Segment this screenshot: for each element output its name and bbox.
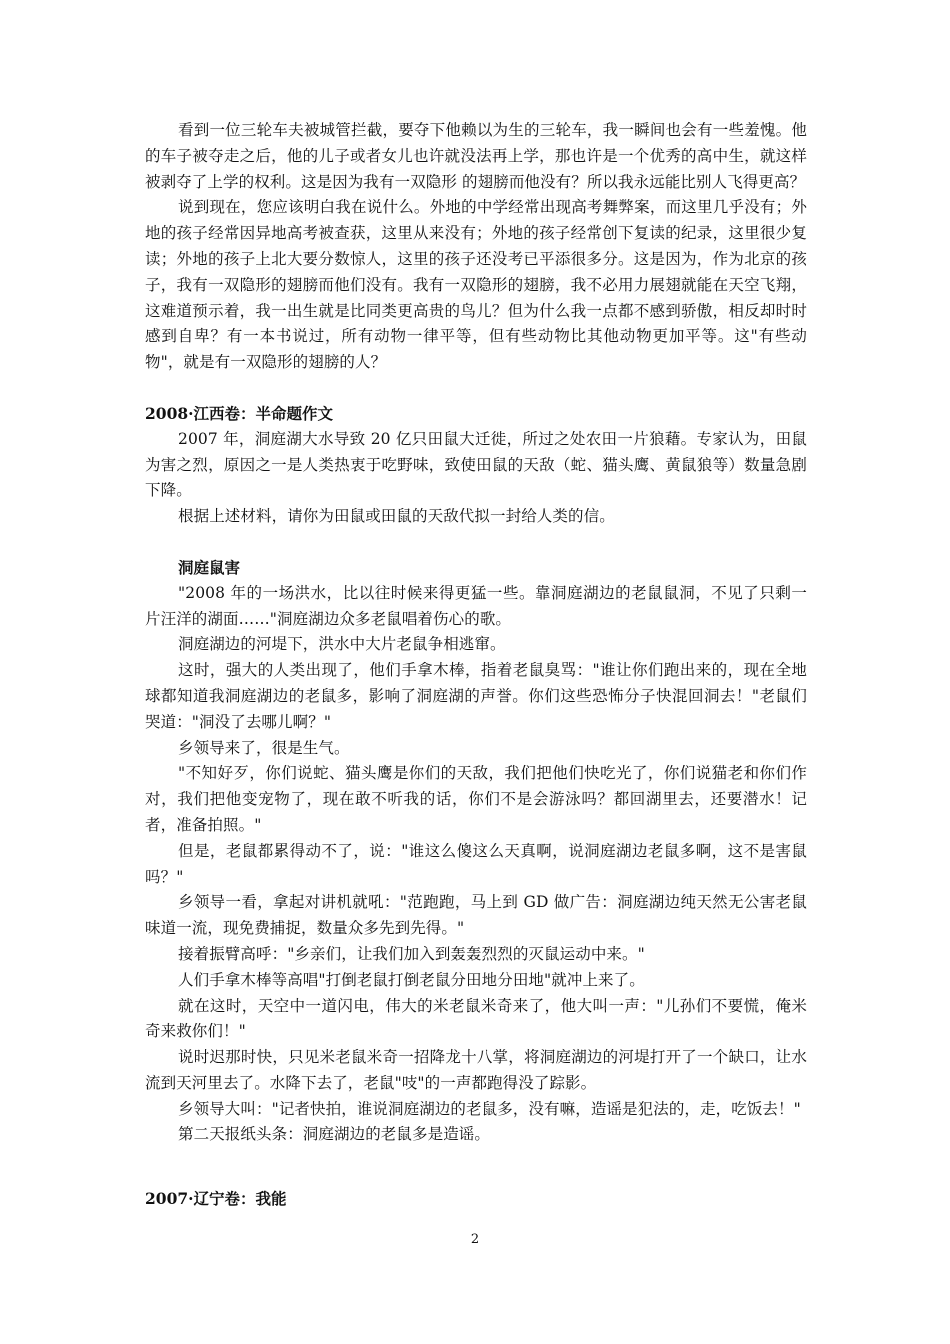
essay-paragraph: "不知好歹，你们说蛇、猫头鹰是你们的天敌，我们把他们快吃光了，你们说猫老和你们作对，我们把他变宠物了，现在敢不听我的话，你们不是会游泳吗？都回湖里去，还要潜水！记者，准备拍照。": [145, 764, 807, 834]
essay-paragraph: 这时，强大的人类出现了，他们手拿木棒，指着老鼠臭骂："谁让你们跑出来的，现在全地球都知道我洞庭湖边的老鼠多，影响了洞庭湖的声誉。你们这些恐怖分子快混回洞去！"老鼠们哭道："洞没了去哪儿啊？": [145, 661, 807, 731]
essay-title: 洞庭鼠害: [178, 557, 241, 577]
essay-paragraph: 说时迟那时快，只见米老鼠米奇一招降龙十八掌，将洞庭湖边的河堤打开了一个缺口，让水流到天河里去了。水降下去了，老鼠"吱"的一声都跑得没了踪影。: [145, 1048, 807, 1092]
essay-paragraph: 第二天报纸头条：洞庭湖边的老鼠多是造谣。: [178, 1125, 491, 1144]
essay-paragraph: 接着振臂高呼："乡亲们，让我们加入到轰轰烈烈的灭鼠运动中来。": [178, 944, 645, 963]
essay-paragraph: 但是，老鼠都累得动不了，说："谁这么傻这么天真啊，说洞庭湖边老鼠多啊，这不是害鼠吗？": [145, 841, 807, 886]
essay-paragraph: "2008 年的一场洪水，比以往时候来得更猛一些。靠洞庭湖边的老鼠鼠洞，不见了只剩一片汪洋的湖面……"洞庭湖边众多老鼠唱着伤心的歌。: [145, 583, 807, 628]
section-heading-2007: 2007·辽宁卷：我能: [145, 1189, 287, 1209]
body-paragraph: 说到现在，您应该明白我在说什么。外地的中学经常出现高考舞弊案，而这里几乎没有；外地的孩子经常因异地高考被查获，这里从来没有；外地的孩子经常创下复读的纪录，这里很少复读；外地的孩子上北大要分数惊人，这里的孩子还没考已平添很多分。这是因为，作为北京的孩子，我有一双隐形的翅膀而他们没有。我有一双隐形的翅膀，我不必用力展翅就能在天空飞翔，这难道预示着，我一出生就是比同类更高贵的鸟儿？但为什么我一点都不感到骄傲，相反却时时感到自卑？有一本书说过，所有动物一律平等，但有些动物比其他动物更加平等。这"有些动物"，就是有一双隐形的翅膀的人？: [145, 198, 807, 372]
essay-paragraph: 洞庭湖边的河堤下，洪水中大片老鼠争相逃窜。: [178, 635, 506, 654]
essay-paragraph: 乡领导来了，很是生气。: [178, 738, 350, 757]
essay-paragraph: 人们手拿木棒等高唱"打倒老鼠打倒老鼠分田地分田地"就冲上来了。: [178, 970, 645, 989]
essay-paragraph: 就在这时，天空中一道闪电，伟大的米老鼠米奇来了，他大叫一声："儿孙们不要慌，俺米奇来救你们！": [145, 996, 807, 1041]
page-number: 2: [470, 1232, 480, 1247]
prompt-paragraph: 根据上述材料，请你为田鼠或田鼠的天敌代拟一封给人类的信。: [178, 507, 615, 526]
page-content: [145, 118, 807, 1212]
body-paragraph: 看到一位三轮车夫被城管拦截，要夺下他赖以为生的三轮车，我一瞬间也会有一些羞愧。他的车子被夺走之后，他的儿子或者女儿也许就没法再上学，那也许是一个优秀的高中生，就这样被剥夺了上学的权利。这是因为我有一双隐形 的翅膀而他没有？所以我永远能比别人飞得更高？: [145, 121, 807, 191]
spacer: [145, 376, 807, 401]
spacer: [145, 530, 807, 555]
section-heading-2008: 2008·江西卷：半命题作文: [145, 403, 334, 423]
essay-paragraph: 乡领导大叫："记者快拍，谁说洞庭湖边的老鼠多，没有嘛，造谣是犯法的，走，吃饭去！": [178, 1099, 801, 1118]
essay-paragraph: 乡领导一看，拿起对讲机就吼："范跑跑，马上到 GD 做广告：洞庭湖边纯天然无公害老鼠味道一流，现免费捕捉，数量众多先到先得。": [145, 893, 807, 938]
spacer: [145, 1148, 807, 1186]
prompt-paragraph: 2007 年，洞庭湖大水导致 20 亿只田鼠大迁徙，所过之处农田一片狼藉。专家认为，田鼠为害之烈，原因之一是人类热衷于吃野味，致使田鼠的天敌（蛇、猫头鹰、黄鼠狼等）数量急剧下降。: [145, 429, 807, 500]
